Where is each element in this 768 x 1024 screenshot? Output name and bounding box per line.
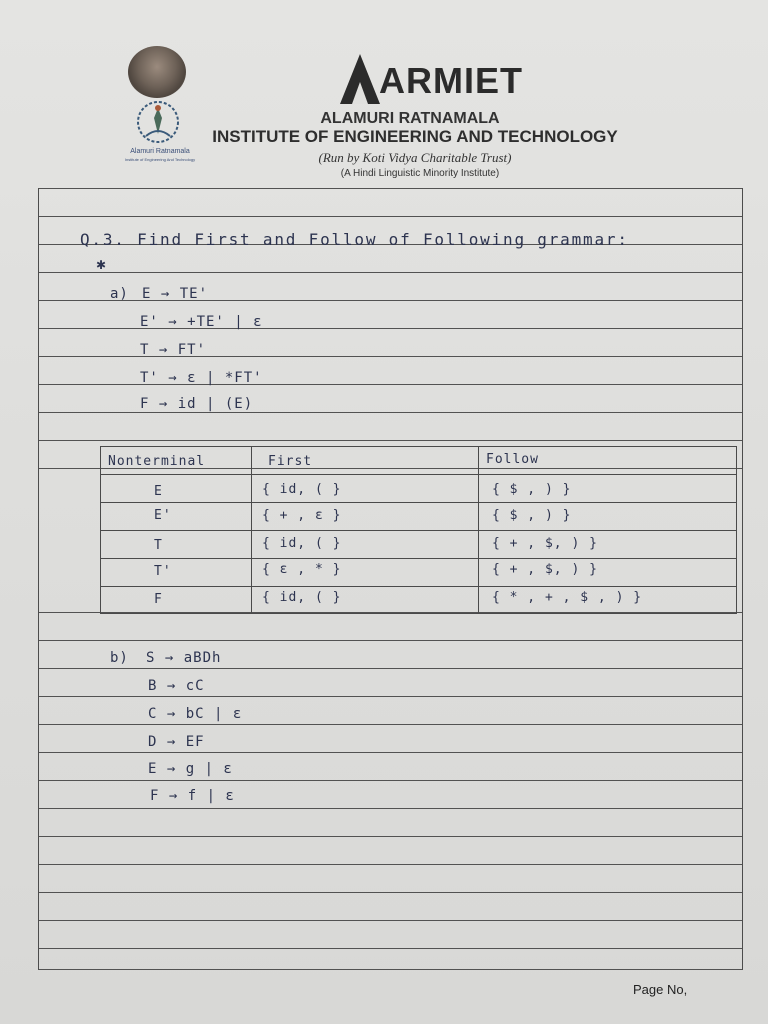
emblem-label: Alamuri Ratnamala — [130, 148, 190, 155]
institute-name-line2: INSTITUTE OF ENGINEERING AND TECHNOLOGY — [212, 127, 618, 146]
grammar-a-label: a) — [110, 286, 129, 302]
institute-name-line1: ALAMURI RATNAMALA — [320, 110, 500, 127]
grammar-a-rule: F → id | (E) — [140, 396, 254, 412]
table-cell: E — [154, 484, 163, 499]
table-cell: { id, ( } — [262, 590, 342, 605]
logo-wordmark: ARMIET — [379, 60, 523, 101]
grammar-a-rule: T' → ε | *FT' — [140, 370, 263, 386]
emblem-sublabel: Institute of Engineering And Technology — [124, 157, 196, 162]
table-cell: F — [154, 592, 163, 607]
table-cell: T — [154, 538, 163, 553]
table-cell: { + , $, ) } — [492, 562, 598, 577]
grammar-b-rule: C → bC | ε — [148, 706, 243, 722]
grammar-b-rule: B → cC — [148, 678, 205, 694]
table-cell: E' — [154, 508, 172, 523]
table-cell: { $ , ) } — [492, 508, 572, 523]
founder-photo — [128, 46, 186, 98]
grammar-a-rule: E → TE' — [142, 286, 209, 302]
grammar-b-rule: S → aBDh — [146, 650, 222, 666]
grammar-b-label: b) — [110, 650, 129, 666]
question-text: Q.3. Find First and Follow of Following grammar: — [80, 230, 629, 249]
first-follow-table — [100, 446, 737, 614]
trust-line: (Run by Koti Vidya Charitable Trust) — [318, 150, 512, 165]
table-cell: { id, ( } — [262, 482, 342, 497]
asterisk-mark-icon: ✱ — [96, 258, 107, 272]
table-cell: { + , ε } — [262, 508, 342, 523]
table-cell: T' — [154, 564, 172, 579]
table-cell: { $ , ) } — [492, 482, 572, 497]
grammar-a-rule: E' → +TE' | ε — [140, 314, 263, 330]
table-cell: { id, ( } — [262, 536, 342, 551]
table-cell: { * , + , $ , ) } — [492, 590, 643, 605]
grammar-a-rule: T → FT' — [140, 342, 207, 358]
table-header-first: First — [268, 454, 313, 469]
grammar-b-rule: E → g | ε — [148, 761, 233, 777]
page-number-label: Page No, — [633, 982, 688, 997]
table-cell: { + , $, ) } — [492, 536, 598, 551]
table-header-nonterminal: Nonterminal — [108, 454, 206, 469]
minority-line: (A Hindi Linguistic Minority Institute) — [340, 168, 500, 179]
grammar-b-rule: F → f | ε — [150, 788, 235, 804]
grammar-b-rule: D → EF — [148, 734, 205, 750]
institute-emblem-icon — [132, 96, 184, 148]
table-header-follow: Follow — [486, 452, 539, 467]
emblem-caption — [108, 148, 212, 164]
table-cell: { ε , * } — [262, 562, 342, 577]
